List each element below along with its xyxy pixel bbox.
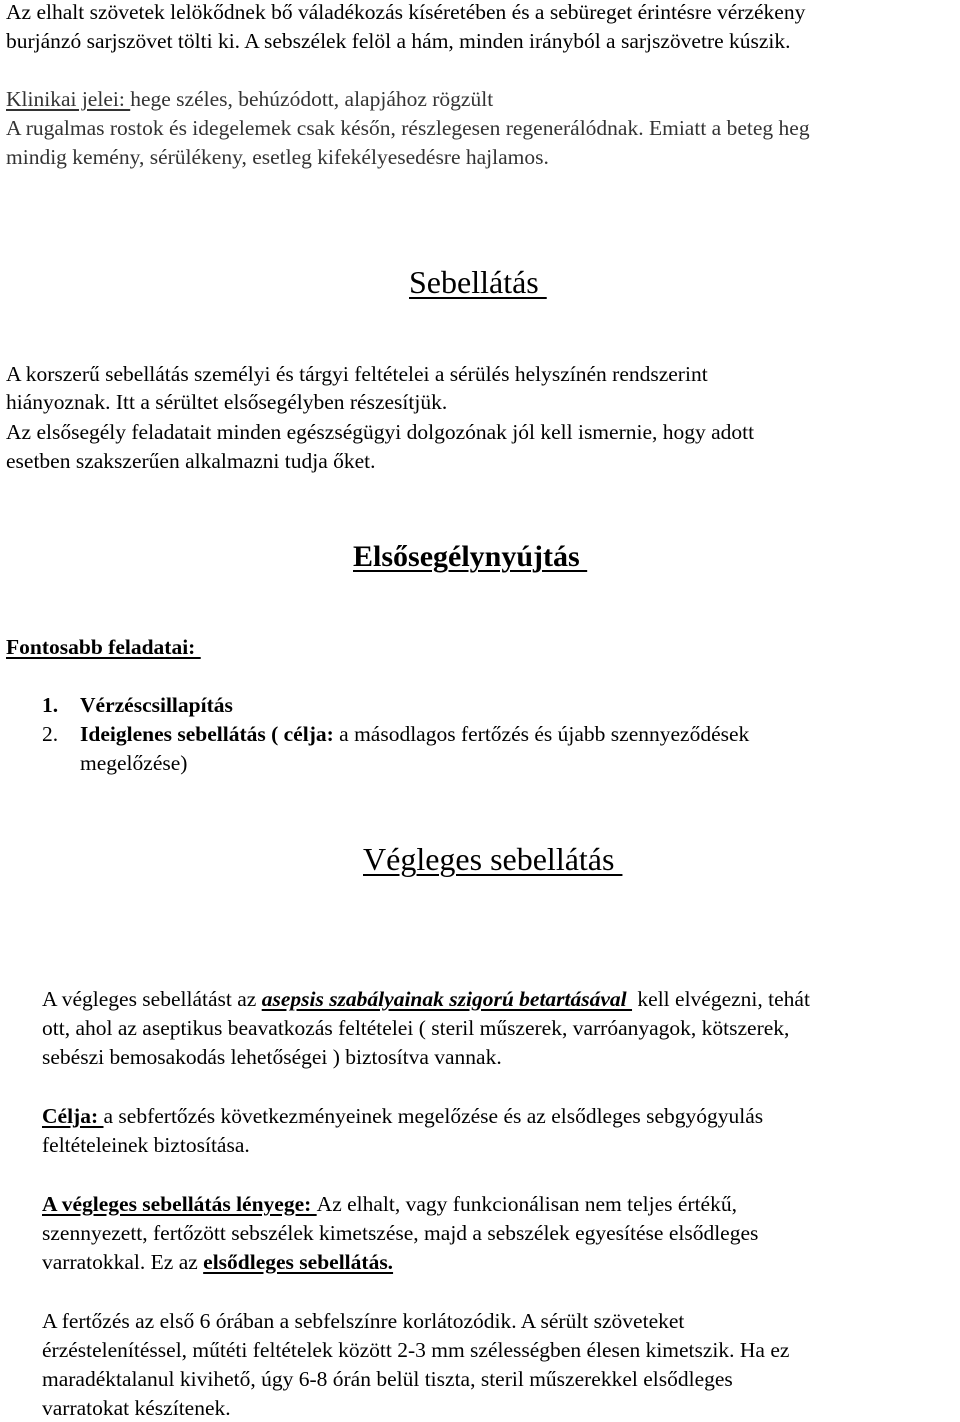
vegleges-p3-line3-start: varratokkal. Ez az (42, 1250, 204, 1274)
vegleges-p2-line-2: feltételeinek biztosítása. (42, 1133, 250, 1157)
list-item-2-continuation: megelőzése) (80, 751, 188, 775)
vegleges-p4-line-4: varratokat készítenek. (42, 1396, 231, 1420)
sebellatas-line-2: hiányoznak. Itt a sérültet elsősegélyben részesítjük. (6, 390, 448, 414)
clinical-line-2: mindig kemény, sérülékeny, esetleg kifekélyesedésre hajlamos. (6, 145, 549, 169)
list-item-1-text: Vérzéscsillapítás (80, 693, 233, 717)
list-item-2-number: 2. (42, 722, 59, 746)
vegleges-p1-start: A végleges sebellátást az (42, 987, 262, 1011)
celja-label: Célja: (42, 1104, 104, 1128)
vegleges-p1-line-3: sebészi bemosakodás lehetőségei ) biztosítva vannak. (42, 1045, 502, 1069)
vegleges-p1-emphasis: asepsis szabályainak szigorú betartásával (261, 987, 633, 1011)
sebellatas-heading: Sebellátás (409, 264, 547, 300)
vegleges-p3-line-1 (42, 1194, 737, 1216)
list-item-2-bold: Ideiglenes sebellátás ( célja: (80, 722, 334, 746)
intro-line-2: burjánzó sarjszövet tölti ki. A sebszélek felöl a hám, minden irányból a sarjszövetre kúszik. (6, 29, 791, 53)
vegleges-p3-line-2: szennyezett, fertőzött sebszélek kimetszése, majd a sebszélek egyesítése elsődleges (42, 1221, 759, 1245)
intro-line-1: Az elhalt szövetek lelökődnek bő váladékozás kíséretében és a sebüreget érintésre vérzékeny (6, 0, 806, 24)
clinical-signs-line (6, 89, 493, 111)
clinical-signs-text: hege széles, behúzódott, alapjához rögzült (130, 87, 494, 111)
list-item-1-number: 1. (42, 693, 59, 717)
list-item-2-text (80, 724, 749, 746)
vegleges-p3-line-3 (42, 1252, 393, 1274)
elsosegely-heading: Elsősegélynyújtás (353, 540, 588, 573)
sebellatas-line-3: Az elsősegély feladatait minden egészségügyi dolgozónak jól kell ismernie, hogy adott (6, 420, 755, 444)
vegleges-p2-line-1 (42, 1106, 763, 1128)
vegleges-p4-line-1: A fertőzés az első 6 órában a sebfelszínre korlátozódik. A sérült szöveteket (42, 1309, 685, 1333)
vegleges-p4-line-2: érzéstelenítéssel, műtéti feltételek között 2-3 mm szélességben élesen kimetszik. Ha ez (42, 1338, 790, 1362)
sebellatas-line-4: esetben szakszerűen alkalmazni tudja őket. (6, 449, 376, 473)
vegleges-p1-end: kell elvégezni, tehát (632, 987, 810, 1011)
vegleges-p1-line-1 (42, 989, 810, 1011)
lenyege-label: A végleges sebellátás lényege: (42, 1192, 317, 1216)
list-item-2-rest: a másodlagos fertőzés és újabb szennyeződések (333, 722, 750, 746)
celja-text: a sebfertőzés következményeinek megelőzése és az elsődleges sebgyógyulás (103, 1104, 764, 1128)
clinical-signs-label: Klinikai jelei: (6, 87, 131, 111)
sebellatas-line-1: A korszerű sebellátás személyi és tárgyi feltételei a sérülés helyszínén rendszerint (6, 362, 708, 386)
vegleges-p1-line-2: ott, ahol az aseptikus beavatkozás feltételei ( steril műszerek, varróanyagok, kötszerek, (42, 1016, 790, 1040)
vegleges-heading: Végleges sebellátás (363, 841, 623, 877)
vegleges-p4-line-3: maradéktalanul kivihető, úgy 6-8 órán belül tiszta, steril műszerekkel elsődleges (42, 1367, 733, 1391)
fontosabb-feladatai-subheading: Fontosabb feladatai: (6, 635, 201, 659)
lenyege-text: Az elhalt, vagy funkcionálisan nem teljes értékű, (316, 1192, 737, 1216)
clinical-line-1: A rugalmas rostok és idegelemek csak későn, részlegesen regenerálódnak. Emiatt a beteg heg (6, 116, 810, 140)
elsodleges-sebellatas-emphasis: elsődleges sebellátás. (203, 1250, 394, 1274)
